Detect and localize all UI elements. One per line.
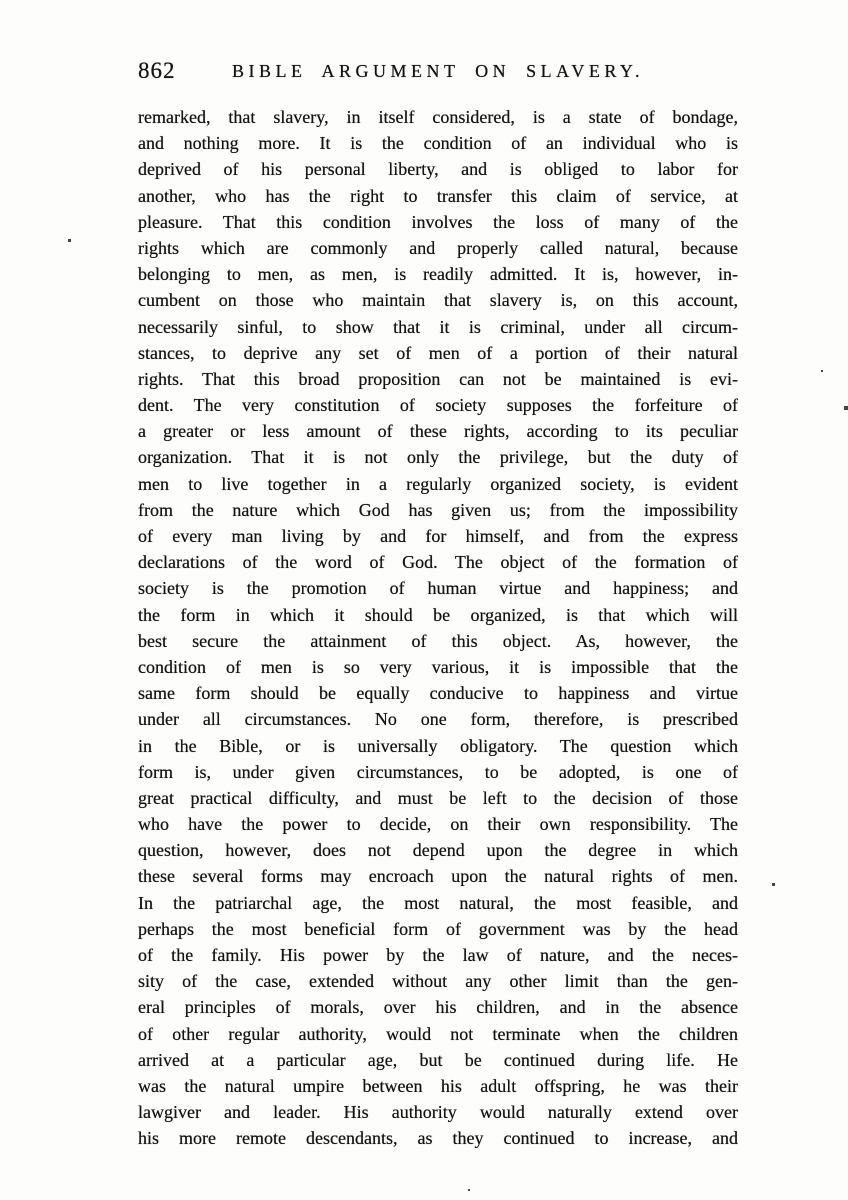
- text-line: of other regular authority, would not terminate when the children: [138, 1023, 738, 1044]
- text-line: and nothing more. It is the condition of an individual who is: [138, 133, 738, 154]
- text-line: arrived at a particular age, but be continued during life. He: [138, 1049, 738, 1070]
- text-line: great practical difficulty, and must be left to the decision of those: [138, 787, 738, 808]
- text-line: same form should be equally conducive to happiness and virtue: [138, 683, 738, 704]
- scan-speck: [468, 1189, 470, 1191]
- text-line: these several forms may encroach upon the natural rights of men.: [138, 866, 738, 887]
- text-line: belonging to men, as men, is readily admitted. It is, however, in-: [138, 264, 738, 285]
- text-line: rights. That this broad proposition can not be maintained is evi-: [138, 368, 738, 389]
- scan-speck: [844, 406, 848, 410]
- text-line: condition of men is so very various, it is impossible that the: [138, 656, 738, 677]
- text-line: stances, to deprive any set of men of a portion of their natural: [138, 342, 738, 363]
- text-line: In the patriarchal age, the most natural, the most feasible, and: [138, 892, 738, 913]
- text-line: dent. The very constitution of society supposes the forfeiture of: [138, 395, 738, 416]
- text-line: best secure the attainment of this object. As, however, the: [138, 630, 738, 651]
- text-line: declarations of the word of God. The object of the formation of: [138, 552, 738, 573]
- running-header: BIBLE ARGUMENT ON SLAVERY.: [231, 61, 645, 81]
- text-line: a greater or less amount of these rights, according to its peculiar: [138, 421, 738, 442]
- text-line: deprived of his personal liberty, and is obliged to labor for: [138, 159, 738, 180]
- text-line: in the Bible, or is universally obligatory. The question which: [138, 735, 738, 756]
- text-line: was the natural umpire between his adult offspring, he was their: [138, 1075, 738, 1096]
- text-line: organization. That it is not only the privilege, but the duty of: [138, 447, 738, 468]
- text-line: remarked, that slavery, in itself considered, is a state of bondage,: [138, 107, 738, 127]
- text-line: eral principles of morals, over his children, and in the absence: [138, 997, 738, 1018]
- scan-speck: [821, 370, 823, 372]
- text-line: perhaps the most beneficial form of government was by the head: [138, 918, 738, 939]
- text-line: pleasure. That this condition involves the loss of many of the: [138, 211, 738, 232]
- text-line: form is, under given circumstances, to be adopted, is one of: [138, 761, 738, 782]
- text-line: society is the promotion of human virtue and happiness; and: [138, 578, 738, 599]
- text-line: of every man living by and for himself, and from the express: [138, 526, 738, 546]
- body-text: [138, 104, 738, 1152]
- text-line: from the nature which God has given us; from the impossibility: [138, 499, 738, 520]
- page-number: 862: [138, 58, 176, 83]
- text-line: his more remote descendants, as they continued to increase, and: [138, 1128, 738, 1149]
- text-line: the form in which it should be organized, is that which will: [138, 604, 738, 625]
- text-line: another, who has the right to transfer this claim of service, at: [138, 185, 738, 206]
- text-line: of the family. His power by the law of nature, and the neces-: [138, 945, 738, 965]
- scan-speck: [68, 239, 71, 242]
- text-line: necessarily sinful, to show that it is criminal, under all circum-: [138, 316, 738, 337]
- text-line: men to live together in a regularly organized society, is evident: [138, 473, 738, 494]
- text-line: under all circumstances. No one form, therefore, is prescribed: [138, 709, 738, 730]
- text-line: cumbent on those who maintain that slavery is, on this account,: [138, 290, 738, 311]
- text-line: question, however, does not depend upon the degree in which: [138, 840, 738, 861]
- text-line: who have the power to decide, on their own responsibility. The: [138, 814, 738, 835]
- text-line: sity of the case, extended without any other limit than the gen-: [138, 971, 738, 992]
- scan-speck: [772, 883, 775, 886]
- text-line: lawgiver and leader. His authority would naturally extend over: [138, 1102, 738, 1123]
- text-line: rights which are commonly and properly called natural, because: [138, 237, 738, 258]
- page-header: [138, 58, 738, 84]
